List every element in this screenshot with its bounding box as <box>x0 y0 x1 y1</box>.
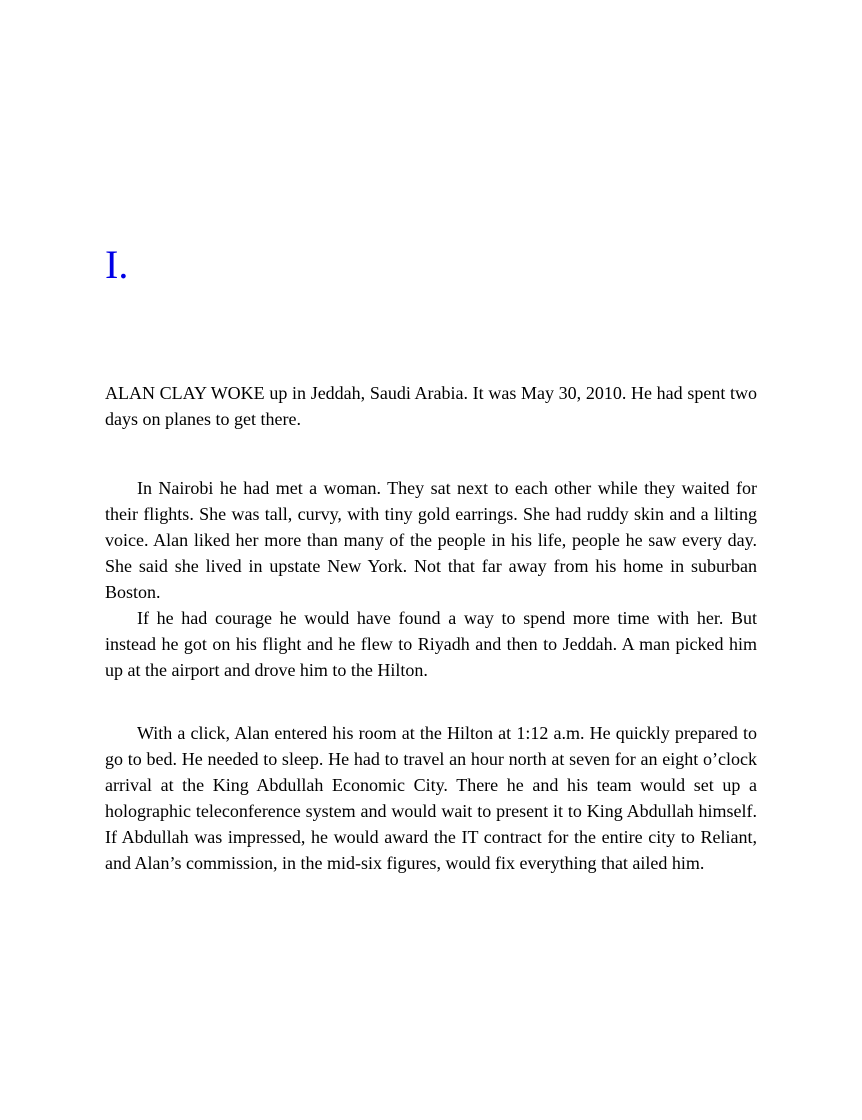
paragraph: With a click, Alan entered his room at the Hilton at 1:12 a.m. He quickly prepared to go to bed. He needed to sleep. He had to travel an hour north at seven for an eight o’clock arrival at the King Abdullah Economic City. There he and his team would set up a holographic teleconference system and would wait to present it to King Abdullah himself. If Abdullah was impressed, he would award the IT contract for the entire city to Reliant, and Alan’s commission, in the mid-six figures, would fix everything that ailed him. <box>105 723 757 873</box>
text-section-opening <box>105 380 757 432</box>
chapter-body <box>105 380 757 876</box>
text-section-nairobi <box>105 475 757 683</box>
text-section-hilton <box>105 720 757 876</box>
paragraph: If he had courage he would have found a way to spend more time with her. But instead he got on his flight and he flew to Riyadh and then to Jeddah. A man picked him up at the airport and drove him to the Hilton. <box>105 608 757 680</box>
paragraph: In Nairobi he had met a woman. They sat next to each other while they waited for their flights. She was tall, curvy, with tiny gold earrings. She had ruddy skin and a lilting voice. Alan liked her more than many of the people in his life, people he saw every day. She said she lived in upstate New York. Not that far away from his home in suburban Boston. <box>105 478 757 602</box>
chapter-heading <box>105 243 757 287</box>
chapter-number-link[interactable]: I. <box>105 242 129 287</box>
paragraph: ALAN CLAY WOKE up in Jeddah, Saudi Arabia. It was May 30, 2010. He had spent two days on planes to get there. <box>105 383 757 429</box>
book-page <box>0 243 862 1120</box>
